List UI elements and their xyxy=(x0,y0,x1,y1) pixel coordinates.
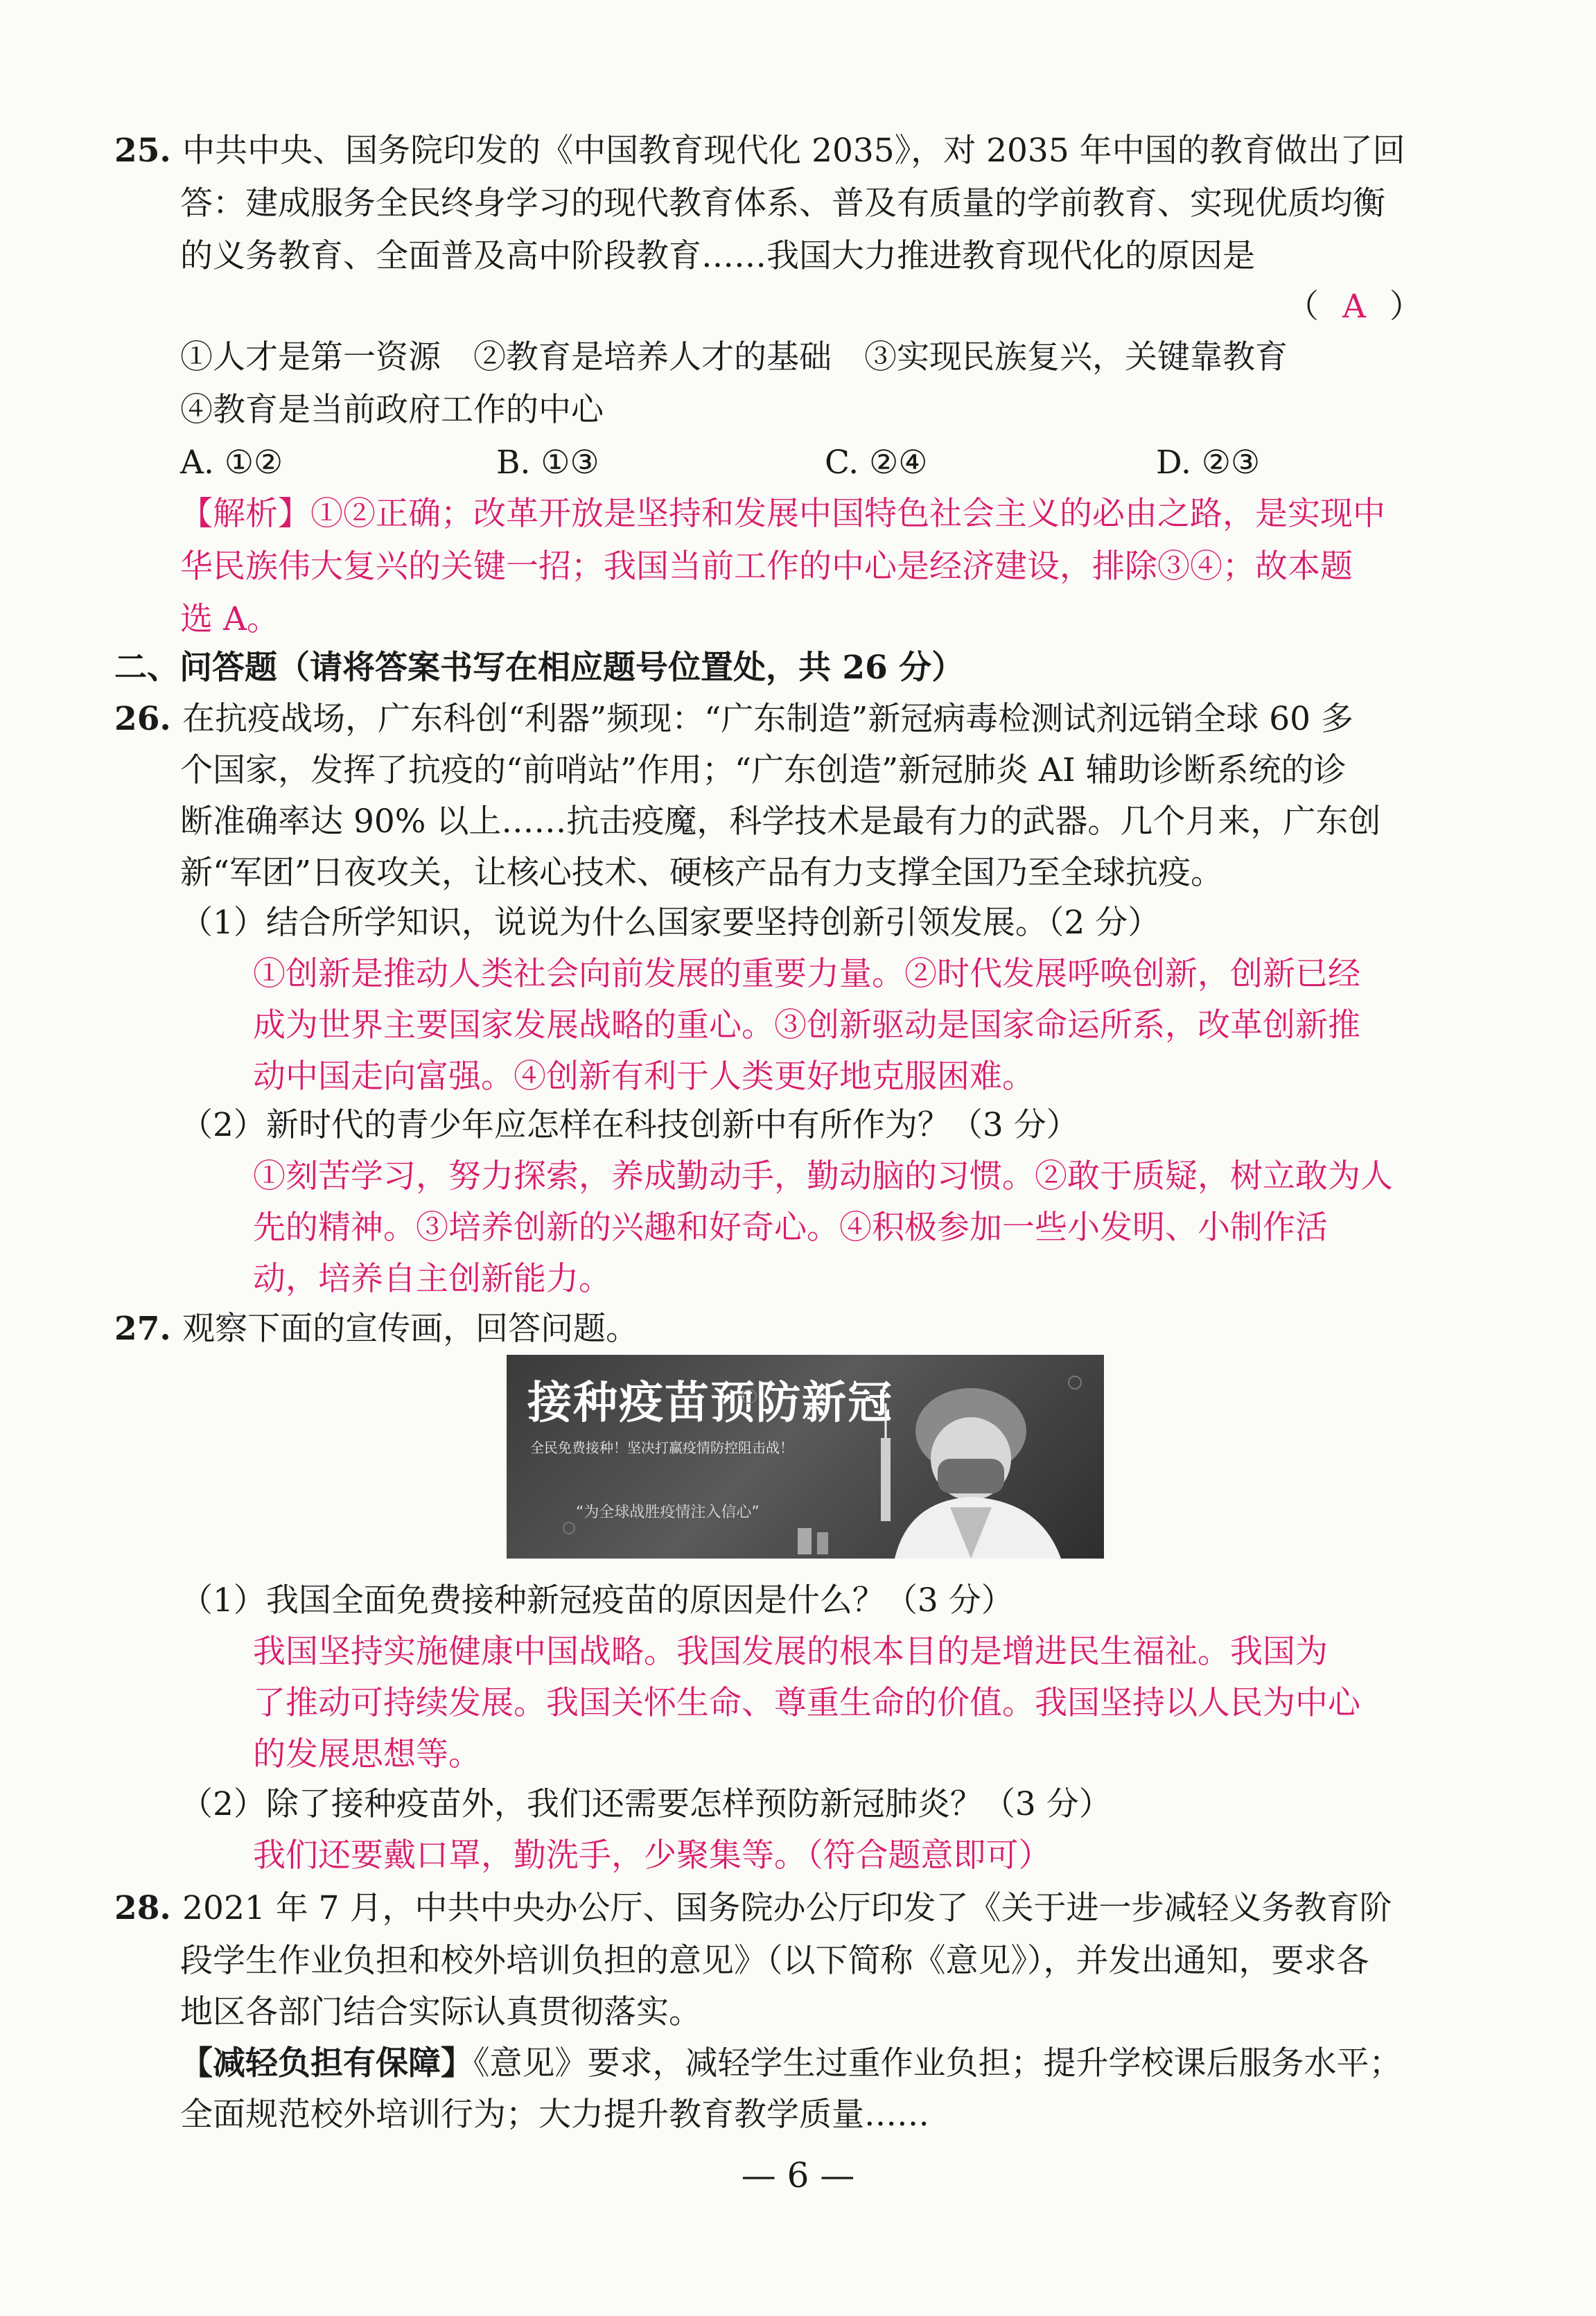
section2-heading: 二、问答题（请将答案书写在相应题号位置处，共 26 分） xyxy=(114,649,965,687)
q27-number: 27 xyxy=(114,1310,160,1348)
q25-line3: 的义务教育、全面普及高中阶段教育……我国大力推进教育现代化的原因是 xyxy=(180,237,1255,275)
q25-statements1: ①人才是第一资源 ②教育是培养人才的基础 ③实现民族复兴，关键靠教育 xyxy=(180,338,1288,376)
q28-number: 28 xyxy=(114,1889,160,1927)
poster-title: 接种疫苗预防新冠 xyxy=(527,1378,893,1429)
q27-answer2-line1: 我们还要戴口罩，勤洗手，少聚集等。（符合题意即可） xyxy=(253,1836,1051,1875)
q25-line1: 25. 中共中央、国务院印发的《中国教育现代化 2035》，对 2035 年中国的教育做出了回 xyxy=(114,132,1405,170)
q26-sub1: （1）结合所学知识，说说为什么国家要坚持创新引领发展。（2 分） xyxy=(180,904,1161,942)
q25-analysis-line3: 选 A。 xyxy=(180,600,279,638)
q26-line3: 断准确率达 90% 以上……抗击疫魔，科学技术是最有力的武器。几个月来，广东创 xyxy=(180,802,1381,841)
q25-number: 25 xyxy=(114,132,160,170)
q28-line1: 28. 2021 年 7 月，中共中央办公厅、国务院办公厅印发了《关于进一步减轻义务教育阶 xyxy=(114,1889,1392,1927)
q25-analysis-line2: 华民族伟大复兴的关键一招；我国当前工作的中心是经济建设，排除③④；故本题 xyxy=(180,547,1353,586)
q28-line3: 地区各部门结合实际认真贯彻落实。 xyxy=(180,1993,701,2031)
q27-answer1-line3: 的发展思想等。 xyxy=(253,1735,481,1773)
q26-answer2-line2: 先的精神。③培养创新的兴趣和好奇心。④积极参加一些小发明、小制作活 xyxy=(253,1209,1328,1247)
q26-answer1-line1: ①创新是推动人类社会向前发展的重要力量。②时代发展呼唤创新，创新已经 xyxy=(253,955,1360,993)
q26-answer1-line3: 动中国走向富强。④创新有利于人类更好地克服困难。 xyxy=(253,1058,1035,1096)
vaccination-poster-image xyxy=(507,1355,1104,1559)
q26-answer2-line1: ①刻苦学习，努力探索，养成勤动手，勤动脑的习惯。②敢于质疑，树立敢为人 xyxy=(253,1157,1393,1195)
q26-sub2: （2）新时代的青少年应怎样在科技创新中有所作为？（3 分） xyxy=(180,1106,1079,1144)
q27-answer1-line2: 了推动可持续发展。我国关怀生命、尊重生命的价值。我国坚持以人民为中心 xyxy=(253,1684,1360,1722)
q26-line4: 新“军团”日夜攻关，让核心技术、硬核产品有力支撑全国乃至全球抗疫。 xyxy=(180,854,1224,892)
q27-sub1: （1）我国全面免费接种新冠疫苗的原因是什么？（3 分） xyxy=(180,1581,1014,1620)
q26-answer2-line3: 动，培养自主创新能力。 xyxy=(253,1260,611,1298)
q25-answer: A xyxy=(1342,288,1366,326)
q25-option-c: C. ②④ xyxy=(825,444,928,482)
q25-option-d: D. ②③ xyxy=(1156,444,1261,482)
q26-number: 26 xyxy=(114,700,160,738)
poster-quote: “为全球战胜疫情注入信心” xyxy=(576,1504,760,1521)
q25-line2: 答：建成服务全民终身学习的现代教育体系、普及有质量的学前教育、实现优质均衡 xyxy=(180,184,1385,222)
q27-answer1-line1: 我国坚持实施健康中国战略。我国发展的根本目的是增进民生福祉。我国为 xyxy=(253,1633,1328,1671)
q25-analysis-line1: 【解析】①②正确；改革开放是坚持和发展中国特色社会主义的必由之路，是实现中 xyxy=(180,495,1385,533)
q25-statements2: ④教育是当前政府工作的中心 xyxy=(180,391,604,429)
q26-line2: 个国家，发挥了抗疫的“前哨站”作用；“广东创造”新冠肺炎 AI 辅助诊断系统的诊 xyxy=(180,751,1347,789)
q28-tag: 【减轻负担有保障】 xyxy=(180,2044,473,2082)
q26-line1: 26. 在抗疫战场，广东科创“利器”频现：“广东制造”新冠病毒检测试剂远销全球 60 多 xyxy=(114,700,1353,738)
q26-answer1-line2: 成为世界主要国家发展战略的重心。③创新驱动是国家命运所系，改革创新推 xyxy=(253,1006,1360,1044)
q25-answer-bracket: （ A ） xyxy=(1286,288,1422,326)
q28-line2: 段学生作业负担和校外培训负担的意见》（以下简称《意见》），并发出通知，要求各 xyxy=(180,1942,1369,1980)
q25-option-b: B. ①③ xyxy=(496,444,599,482)
q27-sub2: （2）除了接种疫苗外，我们还需要怎样预防新冠肺炎？（3 分） xyxy=(180,1785,1112,1823)
page-number: — 6 — xyxy=(741,2155,855,2195)
q28-line5: 全面规范校外培训行为；大力提升教育教学质量…… xyxy=(180,2096,929,2134)
nurse-illustration xyxy=(507,1355,1104,1559)
q27-line1: 27. 观察下面的宣传画，回答问题。 xyxy=(114,1310,639,1348)
poster-subtitle: 全民免费接种！坚决打赢疫情防控阻击战！ xyxy=(530,1439,793,1456)
q28-line4: 【减轻负担有保障】《意见》要求，减轻学生过重作业负担；提升学校课后服务水平； xyxy=(180,2044,1402,2082)
q25-option-a: A. ①② xyxy=(180,444,283,482)
